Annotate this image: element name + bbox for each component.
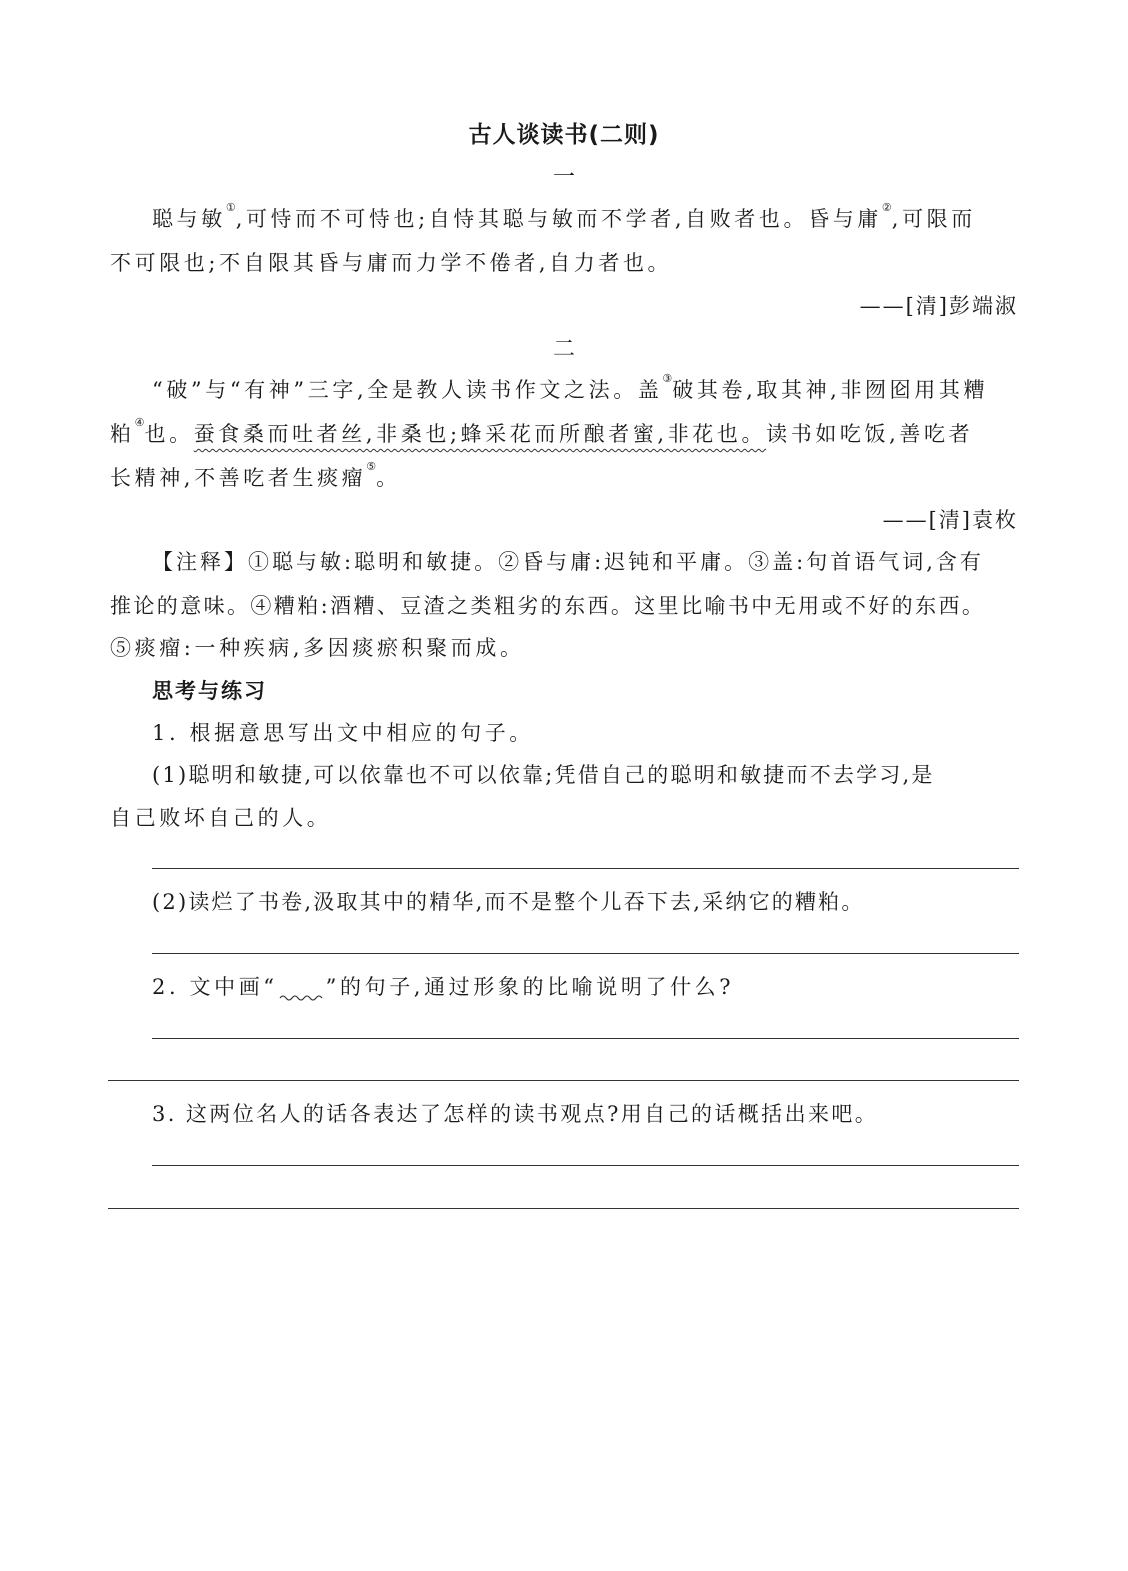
text-span: ,可恃而不可恃也;自恃其聪与敏而不学者,自败者也。昏与庸 [235,207,882,231]
text-span: 破其卷,取其神,非囫囵用其糟 [672,378,989,402]
text-span: “破”与“有神”三字,全是教人读书作文之法。盖 [152,378,663,402]
answer-line[interactable] [152,868,1019,869]
answer-line[interactable] [152,1038,1019,1039]
answer-line[interactable] [152,1165,1019,1166]
notes-line-2: 推论的意味。④糟粕:酒糟、豆渣之类粗劣的东西。这里比喻书中无用或不好的东西。 [110,594,986,618]
text-span: 聪与敏 [152,207,226,231]
text-span: 也。 [144,422,194,446]
text-span: 粕 [110,422,135,446]
text-span: 读书如吃饭,善吃者 [766,422,974,446]
footnote-mark: ⑤ [366,460,377,473]
wavy-line-icon [278,987,326,1001]
answer-line[interactable] [108,1208,1019,1209]
question-2 [152,971,734,1001]
section-label-1: 一 [552,165,575,190]
notes-line-3: ⑤痰瘤:一种疾病,多因痰瘀积聚而成。 [110,636,525,660]
section2-attribution: ——[清]袁枚 [882,508,1018,532]
wavy-underlined-sentence: 蚕食桑而吐者丝,非桑也;蜂采花而所酿者蜜,非花也。 [193,422,767,446]
footnote-mark: ② [881,201,892,214]
answer-line[interactable] [108,1080,1019,1081]
text-span: 2. 文中画“ [152,975,278,999]
section-label-2: 二 [552,337,575,362]
question-1: 1. 根据意思写出文中相应的句子。 [152,721,534,745]
exercises-heading: 思考与练习 [152,679,267,703]
question-1-1-line-2: 自己败坏自己的人。 [110,806,332,830]
section2-line-2 [110,418,973,448]
footnote-mark: ④ [134,416,145,429]
question-1-1-line-1: (1)聪明和敏捷,可以依靠也不可以依靠;凭借自己的聪明和敏捷而不去学习,是 [152,763,935,787]
text-span: ,可限而 [891,207,976,231]
question-3: 3. 这两位名人的话各表达了怎样的读书观点?用自己的话概括出来吧。 [152,1102,879,1126]
question-1-2: (2)读烂了书卷,汲取其中的精华,而不是整个儿吞下去,采纳它的糟粕。 [152,890,865,914]
notes-line-1: 【注释】①聪与敏:聪明和敏捷。②昏与庸:迟钝和平庸。③盖:句首语气词,含有 [152,550,984,574]
text-span: 。 [376,466,401,490]
footnote-mark: ① [225,201,236,214]
answer-line[interactable] [152,953,1019,954]
section2-line-1 [152,374,988,404]
section2-line-3 [110,462,401,492]
section1-line-2: 不可限也;不自限其昏与庸而力学不倦者,自力者也。 [110,251,673,275]
text-span: 长精神,不善吃者生痰瘤 [110,466,367,490]
section1-attribution: ——[清]彭端淑 [859,294,1018,318]
section1-line-1 [152,203,976,233]
footnote-mark: ③ [662,372,673,385]
page-title: 古人谈读书(二则) [468,122,660,148]
text-span: ”的句子,通过形象的比喻说明了什么? [325,975,735,999]
